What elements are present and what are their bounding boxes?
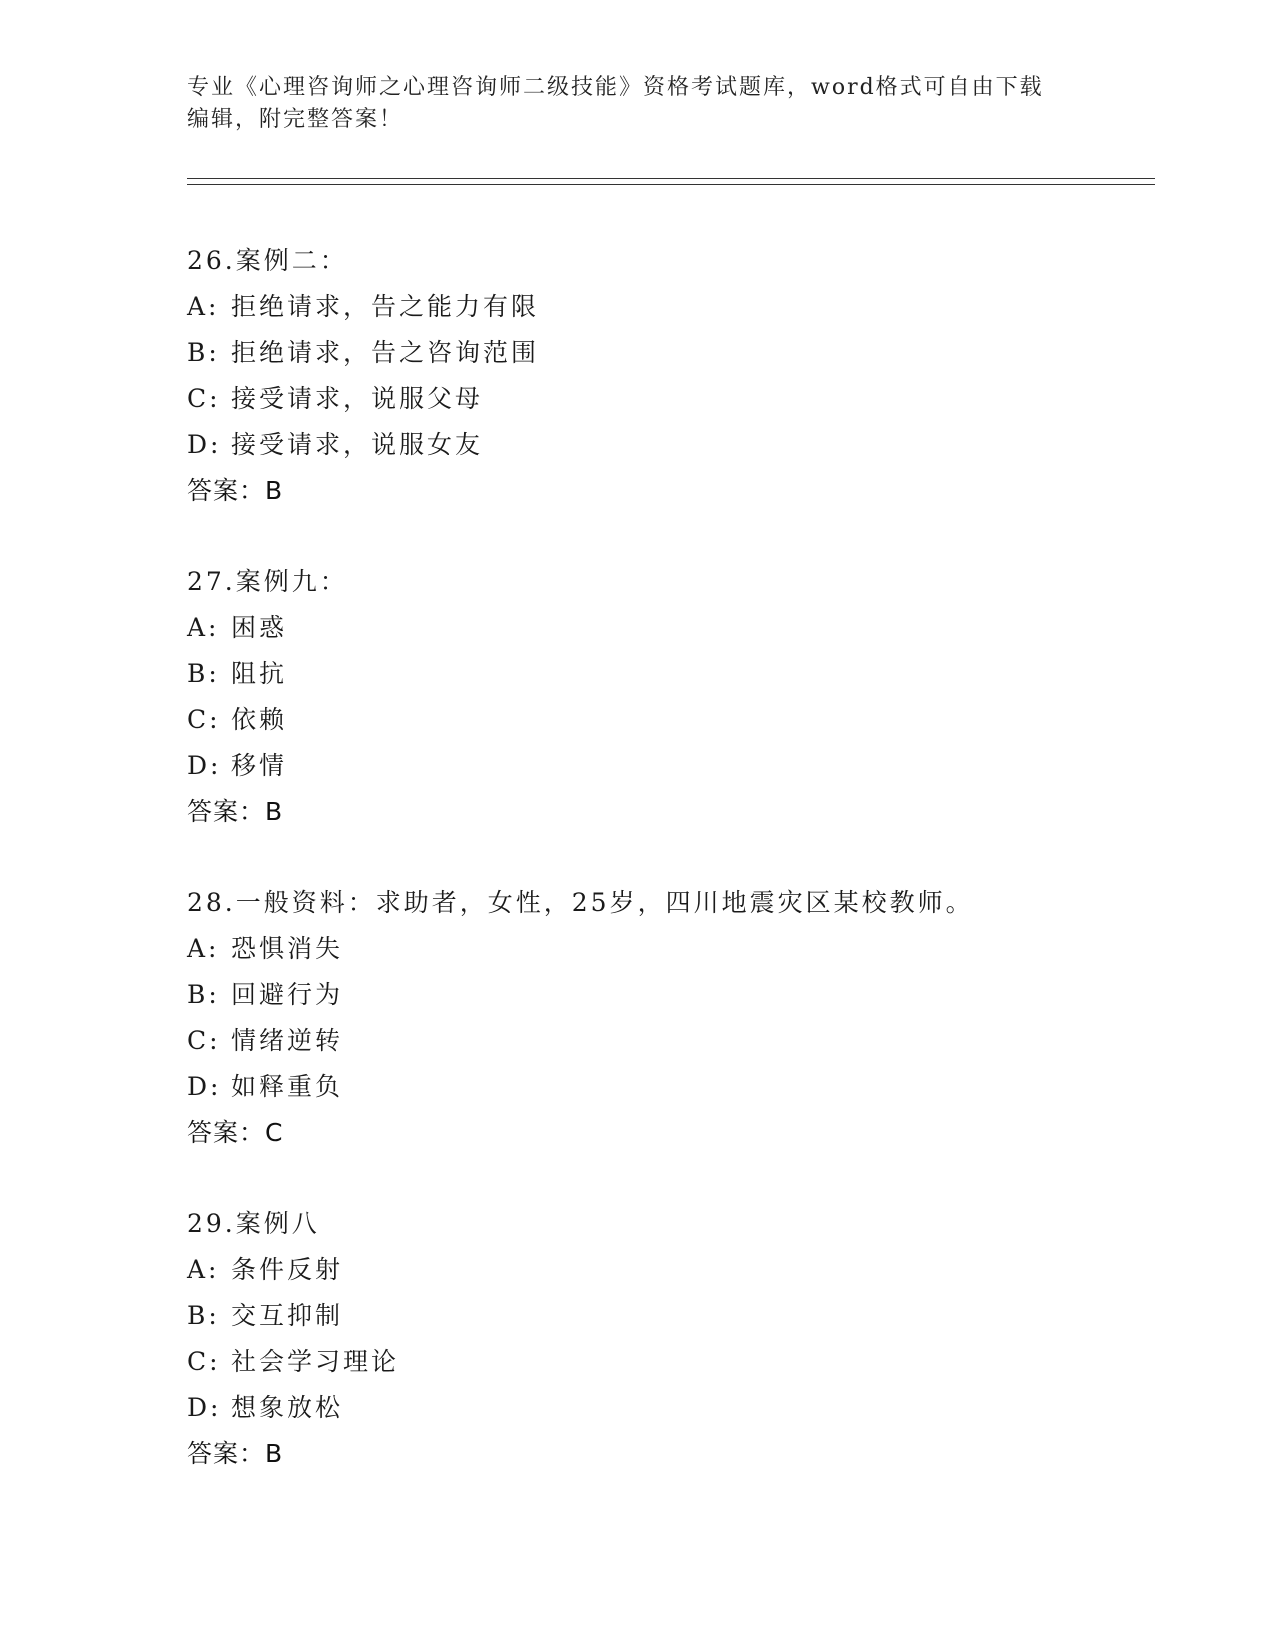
option-text: 如释重负 [231, 1072, 344, 1101]
question-26 [187, 238, 1167, 514]
option-a [187, 284, 1167, 330]
question-list [187, 238, 1167, 1522]
option-c [187, 1339, 1167, 1385]
option-text: 接受请求，说服女友 [231, 430, 484, 459]
option-text: 移情 [231, 751, 288, 780]
answer-line: 答案：B [187, 476, 284, 505]
option-text: 想象放松 [231, 1393, 344, 1422]
question-27 [187, 559, 1167, 835]
option-label: A: [187, 292, 220, 321]
option-label: A: [187, 1255, 220, 1284]
option-text: 情绪逆转 [231, 1026, 344, 1055]
question-29 [187, 1201, 1167, 1477]
option-label: D: [187, 1393, 222, 1422]
answer-line: 答案：B [187, 1439, 284, 1468]
option-d [187, 743, 1167, 789]
option-text: 社会学习理论 [231, 1347, 400, 1376]
option-label: D: [187, 751, 222, 780]
option-text: 拒绝请求，告之咨询范围 [231, 338, 540, 367]
option-text: 困惑 [231, 613, 288, 642]
option-label: C: [187, 384, 221, 413]
option-label: B: [187, 338, 220, 367]
option-label: A: [187, 613, 220, 642]
option-label: B: [187, 980, 220, 1009]
option-b [187, 330, 1167, 376]
option-d [187, 1064, 1167, 1110]
option-a [187, 1247, 1167, 1293]
option-text: 阻抗 [231, 659, 288, 688]
option-text: 接受请求，说服父母 [231, 384, 484, 413]
question-stem: 28.一般资料：求助者，女性，25岁，四川地震灾区某校教师。 [187, 888, 974, 917]
option-c [187, 376, 1167, 422]
option-label: B: [187, 659, 220, 688]
header-line-1: 专业《心理咨询师之心理咨询师二级技能》资格考试题库，word格式可自由下载 [187, 75, 1044, 100]
option-c [187, 1018, 1167, 1064]
header-line-2: 编辑，附完整答案！ [187, 107, 404, 132]
question-stem: 27.案例九： [187, 567, 348, 596]
question-stem: 29.案例八 [187, 1209, 320, 1238]
header-divider [187, 178, 1155, 185]
answer-line: 答案：C [187, 1118, 284, 1147]
option-text: 回避行为 [231, 980, 344, 1009]
option-text: 交互抑制 [231, 1301, 344, 1330]
question-stem: 26.案例二： [187, 246, 348, 275]
option-text: 恐惧消失 [231, 934, 344, 963]
option-text: 条件反射 [231, 1255, 344, 1284]
option-label: C: [187, 1347, 221, 1376]
option-b [187, 1293, 1167, 1339]
option-b [187, 972, 1167, 1018]
option-label: D: [187, 430, 222, 459]
option-a [187, 605, 1167, 651]
option-c [187, 697, 1167, 743]
option-d [187, 422, 1167, 468]
option-a [187, 926, 1167, 972]
option-label: A: [187, 934, 220, 963]
option-text: 依赖 [231, 705, 288, 734]
option-label: C: [187, 705, 221, 734]
question-28 [187, 880, 1167, 1156]
answer-line: 答案：B [187, 797, 284, 826]
document-header [187, 72, 1087, 136]
option-label: B: [187, 1301, 220, 1330]
option-d [187, 1385, 1167, 1431]
option-b [187, 651, 1167, 697]
option-text: 拒绝请求，告之能力有限 [231, 292, 540, 321]
option-label: C: [187, 1026, 221, 1055]
option-label: D: [187, 1072, 222, 1101]
